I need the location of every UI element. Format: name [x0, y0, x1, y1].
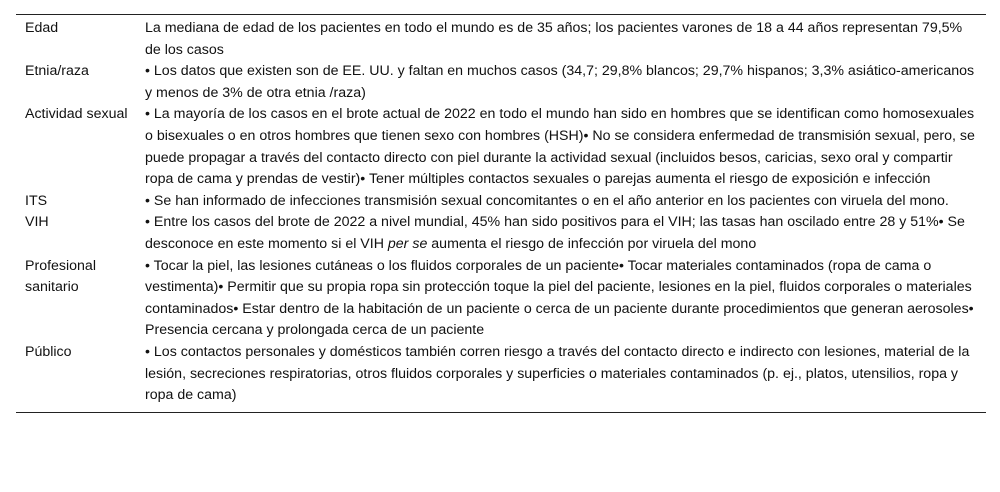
table-row: [16, 61, 986, 104]
table-row: [16, 256, 986, 342]
table-row: [16, 342, 986, 412]
risk-factors-table: [16, 14, 986, 413]
row-label: Actividad sexual: [25, 106, 128, 123]
italic-text: per se: [387, 235, 428, 252]
row-description: [145, 212, 986, 255]
row-description: [145, 342, 986, 412]
row-label: ITS: [25, 192, 48, 209]
table-row: [16, 212, 986, 255]
description-text: aumenta el riesgo de infección por viruela del mono: [427, 235, 757, 252]
table-row: [16, 15, 986, 62]
row-label: VIH: [25, 214, 49, 231]
table-row: [16, 104, 986, 190]
row-label: Público: [16, 342, 145, 412]
description-text: • Los datos que existen son de EE. UU. y faltan en muchos casos (34,7; 29,8% blancos; 29,7% hispanos; 3,3% asiático-americanos y menos de 3% de otra etnia /raza): [145, 63, 975, 101]
row-description: [145, 191, 986, 213]
row-description: [145, 256, 986, 342]
row-description: [145, 15, 986, 62]
row-label: Profesional sanitario: [25, 257, 96, 296]
table-body: [16, 15, 986, 413]
description-text: • Se han informado de infecciones transmisión sexual concomitantes o en el año anterior en los pacientes con viruela del mono.: [145, 192, 949, 209]
row-label: Edad: [16, 15, 145, 62]
description-text: La mediana de edad de los pacientes en todo el mundo es de 35 años; los pacientes varones de 18 a 44 años representan 79,5% de los casos: [145, 20, 963, 58]
row-label: Etnia/raza: [25, 63, 89, 80]
description-text: • Entre los casos del brote de 2022 a nivel mundial, 45% han sido positivos para el VIH; las tasas han oscilado entre 28 y 51%• Se desconoce en este momento si el VIH: [145, 214, 965, 252]
row-description: [145, 104, 986, 190]
row-description: [145, 61, 986, 104]
table-row: [16, 191, 986, 213]
description-text: • Los contactos personales y domésticos también corren riesgo a través del contacto directo e indirecto con lesiones, material de la lesión, secreciones respiratorias, otros fluidos corporales y superficies o materiales contaminados (p. ej., platos, utensilios, ropa y ropa de cama): [145, 343, 970, 404]
description-text: • La mayoría de los casos en el brote actual de 2022 en todo el mundo han sido en hombres que se identifican como homosexuales o bisexuales o en otros hombres que tienen sexo con hombres (HSH)• No se considera enfermedad de transmisión sexual, pero, se puede propagar a través del contacto directo con piel durante la actividad sexual (incluidos besos, caricias, sexo oral y compartir ropa de cama y prendas de vestir)• Tener múltiples contactos sexuales o parejas aumenta el riesgo de exposición e infección: [145, 106, 975, 188]
description-text: • Tocar la piel, las lesiones cutáneas o los fluidos corporales de un paciente• Tocar materiales contaminados (ropa de cama o vestimenta)• Permitir que su propia ropa sin protección toque la piel del paciente, lesiones en la piel, fluidos corporales o materiales contaminados• Estar dentro de la habitación de un paciente o cerca de un paciente durante procedimientos que generan aerosoles• Presencia cercana y prolongada cerca de un paciente: [145, 257, 974, 339]
risk-factors-table-container: [16, 14, 986, 413]
